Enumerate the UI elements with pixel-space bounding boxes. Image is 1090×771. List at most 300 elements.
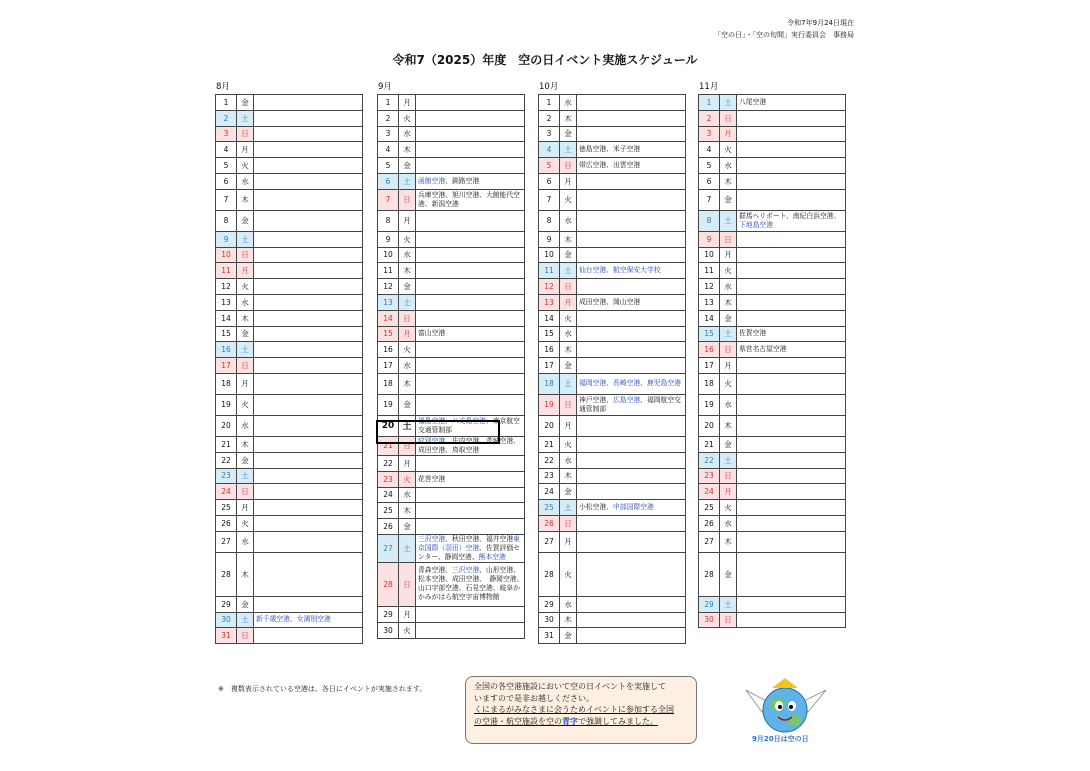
day-row	[378, 210, 525, 231]
event-cell	[737, 231, 846, 247]
day-row	[699, 95, 846, 111]
day-number: 13	[699, 294, 720, 310]
weekday: 水	[720, 515, 737, 531]
day-number: 24	[378, 487, 399, 503]
weekday: 土	[399, 294, 416, 310]
weekday: 水	[560, 596, 577, 612]
weekday: 水	[720, 394, 737, 415]
event-cell	[737, 515, 846, 531]
weekday: 水	[399, 247, 416, 263]
weekday: 日	[560, 394, 577, 415]
event-cell	[737, 95, 846, 111]
event-cell	[737, 531, 846, 552]
event-cell	[737, 468, 846, 484]
day-row	[699, 515, 846, 531]
day-row	[699, 158, 846, 174]
day-number: 8	[699, 210, 720, 231]
weekday: 火	[560, 310, 577, 326]
day-row	[539, 231, 686, 247]
event-cell	[254, 342, 363, 358]
day-number: 7	[699, 189, 720, 210]
weekday: 月	[720, 484, 737, 500]
event-text: 三沢空港	[451, 566, 480, 575]
event-cell	[737, 358, 846, 374]
day-row	[216, 126, 363, 142]
event-cell	[416, 342, 525, 358]
day-row	[216, 531, 363, 552]
day-number: 16	[378, 342, 399, 358]
month-label: 9月	[378, 82, 392, 92]
day-number: 25	[216, 500, 237, 516]
month-table	[698, 94, 846, 628]
event-text: 東京国際（羽田）空港	[418, 534, 520, 552]
day-row	[378, 342, 525, 358]
event-text: 仙台空港、航空保安大学校	[579, 266, 661, 275]
day-row	[216, 596, 363, 612]
weekday: 日	[237, 484, 254, 500]
weekday: 月	[237, 500, 254, 516]
weekday: 日	[720, 468, 737, 484]
event-text: 、秋田空港、福井空港	[445, 534, 514, 543]
day-number: 28	[216, 552, 237, 596]
weekday: 木	[560, 342, 577, 358]
weekday: 火	[720, 263, 737, 279]
day-row	[539, 210, 686, 231]
day-row	[699, 142, 846, 158]
event-cell	[254, 628, 363, 644]
event-cell	[416, 294, 525, 310]
event-cell	[254, 310, 363, 326]
organizer-line: 「空の日」・「空の旬間」実行委員会 事務局	[714, 31, 854, 39]
event-cell	[737, 310, 846, 326]
event-cell	[737, 279, 846, 295]
weekday: 水	[399, 126, 416, 142]
bubble-line: 全国の各空港施設において空の日イベントを実施して	[474, 682, 666, 691]
day-number: 21	[699, 436, 720, 452]
event-cell	[416, 534, 525, 562]
day-row	[699, 436, 846, 452]
day-row	[699, 531, 846, 552]
weekday: 水	[560, 326, 577, 342]
event-cell	[737, 415, 846, 436]
day-number: 6	[378, 173, 399, 189]
event-cell	[416, 394, 525, 415]
day-row	[378, 279, 525, 295]
event-cell	[254, 263, 363, 279]
date-line: 令和7年9月24日現在	[787, 19, 854, 27]
event-cell	[416, 247, 525, 263]
day-row	[699, 468, 846, 484]
day-number: 2	[216, 110, 237, 126]
event-cell	[254, 126, 363, 142]
day-number: 8	[216, 210, 237, 231]
bubble-line: くにまるがみなさまに会うためイベントに参加する全国	[474, 705, 674, 714]
event-cell	[254, 531, 363, 552]
weekday: 金	[560, 628, 577, 644]
event-cell	[254, 95, 363, 111]
event-cell	[254, 210, 363, 231]
day-row	[539, 628, 686, 644]
weekday: 木	[237, 436, 254, 452]
day-number: 31	[216, 628, 237, 644]
day-row	[378, 142, 525, 158]
event-cell	[254, 173, 363, 189]
day-number: 22	[699, 452, 720, 468]
month-column-aug	[215, 80, 363, 644]
weekday: 火	[237, 394, 254, 415]
day-number: 27	[378, 534, 399, 562]
event-text: 八尾空港	[739, 97, 767, 106]
day-row	[378, 436, 525, 455]
day-row	[539, 263, 686, 279]
day-row	[378, 519, 525, 535]
event-cell	[737, 484, 846, 500]
month-table	[377, 94, 525, 639]
day-number: 1	[378, 95, 399, 111]
day-number: 29	[378, 606, 399, 622]
day-number: 3	[539, 126, 560, 142]
day-number: 30	[378, 622, 399, 638]
weekday: 土	[237, 468, 254, 484]
day-number: 19	[539, 394, 560, 415]
event-cell	[577, 552, 686, 596]
day-number: 13	[378, 294, 399, 310]
day-row	[378, 394, 525, 415]
day-number: 10	[539, 247, 560, 263]
event-text: 花巻空港	[418, 474, 446, 483]
event-cell	[416, 158, 525, 174]
day-number: 27	[216, 531, 237, 552]
event-cell	[737, 373, 846, 394]
day-number: 14	[539, 310, 560, 326]
weekday: 土	[399, 534, 416, 562]
event-cell	[254, 394, 363, 415]
day-number: 30	[216, 612, 237, 628]
day-row	[216, 484, 363, 500]
day-row	[699, 342, 846, 358]
weekday: 土	[560, 142, 577, 158]
event-text: 佐賀空港	[739, 329, 767, 338]
day-number: 7	[539, 189, 560, 210]
event-cell	[737, 173, 846, 189]
day-number: 23	[539, 468, 560, 484]
day-number: 23	[378, 471, 399, 487]
event-cell	[737, 326, 846, 342]
day-row	[378, 373, 525, 394]
day-row	[539, 158, 686, 174]
event-cell	[737, 126, 846, 142]
month-label: 11月	[699, 82, 719, 92]
event-cell	[577, 358, 686, 374]
day-row	[216, 294, 363, 310]
event-cell	[577, 158, 686, 174]
day-number: 4	[539, 142, 560, 158]
day-row	[539, 310, 686, 326]
weekday: 火	[237, 158, 254, 174]
day-row	[699, 294, 846, 310]
day-row	[539, 110, 686, 126]
weekday: 月	[237, 142, 254, 158]
month-column-sep	[377, 80, 525, 639]
weekday: 土	[720, 596, 737, 612]
weekday: 日	[399, 310, 416, 326]
day-number: 25	[539, 500, 560, 516]
day-row	[216, 210, 363, 231]
day-row	[216, 358, 363, 374]
weekday: 木	[560, 612, 577, 628]
weekday: 火	[720, 142, 737, 158]
day-number: 10	[216, 247, 237, 263]
event-cell	[577, 95, 686, 111]
day-number: 12	[378, 279, 399, 295]
event-cell	[254, 279, 363, 295]
day-row	[216, 500, 363, 516]
month-column-nov	[698, 80, 846, 628]
weekday: 金	[560, 358, 577, 374]
day-number: 21	[216, 436, 237, 452]
weekday: 土	[560, 500, 577, 516]
day-number: 5	[216, 158, 237, 174]
day-row	[699, 452, 846, 468]
weekday: 日	[237, 628, 254, 644]
weekday: 水	[560, 452, 577, 468]
day-number: 25	[378, 503, 399, 519]
day-row	[378, 415, 525, 436]
day-number: 16	[539, 342, 560, 358]
event-text: 兵庫空港、旭川空港、大館能代空港、新潟空港	[418, 190, 520, 208]
day-number: 15	[216, 326, 237, 342]
event-text: 成田空港、岡山空港	[579, 297, 641, 306]
weekday: 日	[720, 612, 737, 628]
weekday: 月	[720, 247, 737, 263]
event-text: 函館空港	[418, 176, 446, 185]
day-number: 24	[699, 484, 720, 500]
event-cell	[254, 500, 363, 516]
weekday: 金	[560, 484, 577, 500]
weekday: 土	[237, 110, 254, 126]
day-number: 15	[699, 326, 720, 342]
day-row	[539, 279, 686, 295]
speech-bubble	[465, 676, 697, 744]
event-cell	[254, 436, 363, 452]
event-cell	[416, 210, 525, 231]
weekday: 金	[720, 436, 737, 452]
month-table	[538, 94, 686, 644]
event-cell	[416, 519, 525, 535]
day-number: 14	[699, 310, 720, 326]
event-cell	[416, 415, 525, 436]
event-cell	[737, 110, 846, 126]
day-number: 20	[216, 415, 237, 436]
day-number: 26	[539, 515, 560, 531]
day-row	[699, 263, 846, 279]
weekday: 木	[560, 468, 577, 484]
event-cell	[577, 531, 686, 552]
weekday: 水	[399, 358, 416, 374]
day-number: 13	[539, 294, 560, 310]
day-number: 15	[378, 326, 399, 342]
day-number: 14	[378, 310, 399, 326]
event-cell	[577, 436, 686, 452]
event-text: 、山形空港、松本空港、成田空港、 静岡空港、山口宇部空港、石見空港、岐阜かかみがはら航空宇宙博物館	[418, 566, 524, 602]
weekday: 月	[399, 326, 416, 342]
day-row	[378, 606, 525, 622]
event-cell	[577, 452, 686, 468]
event-cell	[416, 126, 525, 142]
day-number: 9	[699, 231, 720, 247]
event-cell	[416, 487, 525, 503]
weekday: 水	[237, 531, 254, 552]
day-row	[378, 158, 525, 174]
event-cell	[577, 263, 686, 279]
event-cell	[416, 503, 525, 519]
weekday: 日	[399, 189, 416, 210]
day-number: 22	[539, 452, 560, 468]
weekday: 木	[237, 552, 254, 596]
weekday: 月	[237, 373, 254, 394]
weekday: 金	[560, 126, 577, 142]
day-number: 31	[539, 628, 560, 644]
day-row	[216, 373, 363, 394]
event-cell	[737, 263, 846, 279]
day-row	[539, 189, 686, 210]
day-row	[216, 342, 363, 358]
day-number: 8	[539, 210, 560, 231]
weekday: 火	[399, 471, 416, 487]
day-row	[378, 189, 525, 210]
day-number: 17	[216, 358, 237, 374]
weekday: 金	[720, 189, 737, 210]
day-number: 1	[539, 95, 560, 111]
weekday: 土	[560, 373, 577, 394]
event-text: 県営名古屋空港	[739, 345, 787, 354]
day-row	[216, 173, 363, 189]
day-row	[378, 294, 525, 310]
day-row	[539, 126, 686, 142]
day-number: 17	[699, 358, 720, 374]
day-row	[539, 415, 686, 436]
footnote: ※ 複数表示されている空港は、各日にイベントが実施されます。	[218, 685, 427, 693]
day-row	[216, 628, 363, 644]
weekday: 金	[237, 596, 254, 612]
event-text: 中部国際空港	[612, 503, 654, 512]
weekday: 水	[237, 173, 254, 189]
event-text: 神戸空港、	[579, 395, 613, 404]
bubble-blue-text: 青字	[562, 716, 578, 726]
day-number: 9	[378, 231, 399, 247]
day-number: 3	[699, 126, 720, 142]
day-row	[378, 95, 525, 111]
day-row	[539, 95, 686, 111]
day-number: 5	[699, 158, 720, 174]
event-cell	[254, 358, 363, 374]
weekday: 金	[720, 310, 737, 326]
weekday: 日	[720, 342, 737, 358]
event-cell	[577, 126, 686, 142]
day-row	[699, 484, 846, 500]
day-row	[699, 231, 846, 247]
day-number: 4	[699, 142, 720, 158]
weekday: 水	[720, 279, 737, 295]
day-row	[699, 415, 846, 436]
day-row	[699, 110, 846, 126]
event-text: 、福岡航空交通管制部	[579, 395, 681, 413]
weekday: 水	[237, 415, 254, 436]
day-number: 30	[539, 612, 560, 628]
event-cell	[416, 455, 525, 471]
event-cell	[416, 263, 525, 279]
event-text: 群馬ヘリポート、南紀白浜空港、	[739, 211, 841, 220]
day-row	[539, 294, 686, 310]
weekday: 火	[399, 110, 416, 126]
weekday: 土	[720, 210, 737, 231]
day-number: 3	[378, 126, 399, 142]
day-number: 11	[216, 263, 237, 279]
day-number: 11	[539, 263, 560, 279]
day-row	[699, 552, 846, 596]
day-number: 28	[699, 552, 720, 596]
bubble-text: で強調してみました。	[578, 716, 658, 726]
event-cell	[577, 310, 686, 326]
day-row	[378, 534, 525, 562]
weekday: 日	[237, 126, 254, 142]
weekday: 日	[399, 436, 416, 455]
day-number: 3	[216, 126, 237, 142]
weekday: 月	[560, 294, 577, 310]
day-number: 5	[378, 158, 399, 174]
event-cell	[254, 326, 363, 342]
event-cell	[577, 612, 686, 628]
event-cell	[737, 394, 846, 415]
day-row	[216, 142, 363, 158]
day-row	[378, 562, 525, 606]
day-row	[216, 436, 363, 452]
weekday: 土	[237, 342, 254, 358]
day-number: 7	[216, 189, 237, 210]
day-number: 8	[378, 210, 399, 231]
weekday: 水	[720, 158, 737, 174]
event-cell	[416, 279, 525, 295]
event-cell	[577, 468, 686, 484]
day-row	[216, 263, 363, 279]
event-cell	[254, 142, 363, 158]
day-number: 2	[699, 110, 720, 126]
day-row	[539, 531, 686, 552]
event-cell	[416, 310, 525, 326]
day-row	[699, 126, 846, 142]
day-number: 12	[216, 279, 237, 295]
weekday: 月	[399, 455, 416, 471]
weekday: 火	[237, 279, 254, 295]
day-row	[539, 358, 686, 374]
day-row	[539, 612, 686, 628]
event-cell	[577, 415, 686, 436]
event-cell	[254, 231, 363, 247]
event-cell	[577, 515, 686, 531]
weekday: 土	[720, 326, 737, 342]
day-number: 10	[699, 247, 720, 263]
day-row	[378, 487, 525, 503]
day-row	[699, 394, 846, 415]
event-text: 、釧路空港	[445, 176, 480, 185]
weekday: 金	[399, 279, 416, 295]
day-number: 29	[699, 596, 720, 612]
day-row	[216, 394, 363, 415]
day-row	[216, 468, 363, 484]
weekday: 木	[237, 189, 254, 210]
page-title: 令和7（2025）年度 空の日イベント実施スケジュール	[392, 53, 698, 67]
event-cell	[254, 158, 363, 174]
